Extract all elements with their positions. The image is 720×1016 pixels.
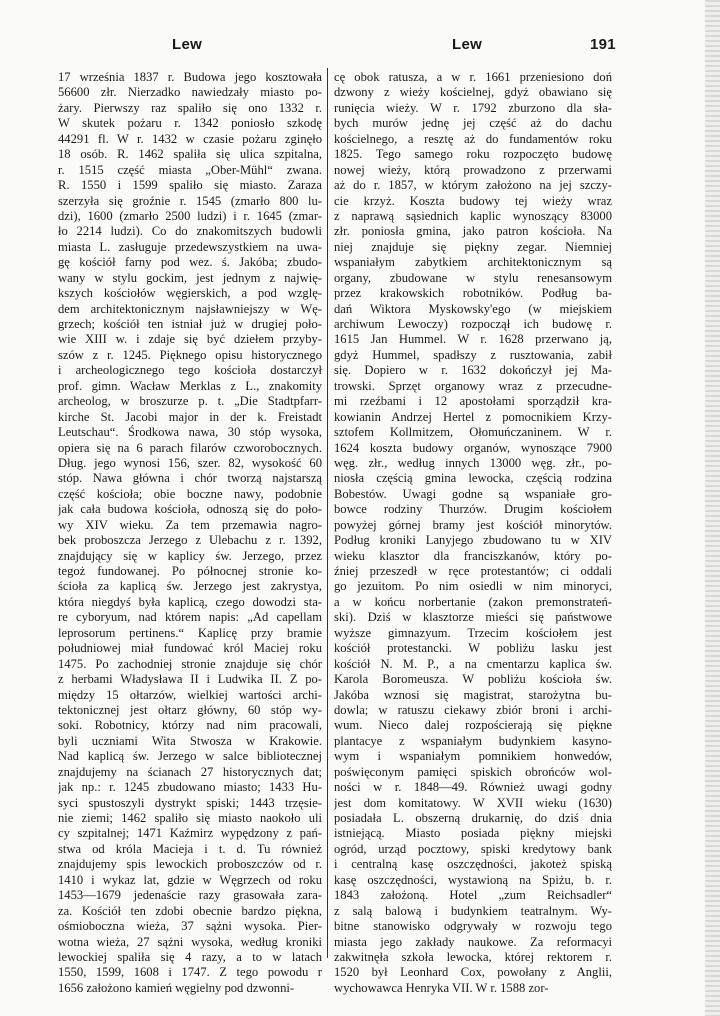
text-line: źniej przeszedł w ręce protestantów; ci oddali — [334, 564, 612, 578]
text-line: stóp. Nawa główna i chór tworzą najstarszą — [58, 471, 322, 486]
text-line: wieku klasztor dla franciszkanów, który po- — [334, 548, 612, 563]
text-line: dzwony z wieży kościelnej, gdyż obawiano się — [334, 85, 612, 100]
text-line: część kościoła; obie boczne nawy, podobnie — [58, 486, 322, 501]
text-line: ski). Dziś w klasztorze mieści się państwowe — [334, 610, 612, 625]
text-line: 1550, 1599, 1608 i 1747. Z tego powodu r — [58, 965, 322, 980]
text-line: W skutek pożaru r. 1342 poniosło szkodę — [58, 116, 322, 131]
text-line: ło 2214 ludzi). Co do znakomitszych budowli — [58, 224, 322, 239]
text-line: Podług kroniki Lanyjego zbudowano tu w XIV — [334, 533, 612, 548]
text-line: posiadała L. obszerną drukarnię, do dziś dnia — [334, 811, 612, 825]
text-line: R. 1550 i 1599 spaliło się miasto. Zaraza — [58, 178, 322, 193]
text-line: wany w stylu gockim, jest jednym z najwię- — [58, 270, 322, 285]
text-line: szów z r. 1245. Pięknego opisu historycznego — [58, 347, 322, 362]
text-line: ośmioboczna wieża, 37 sążni wysoka. Pier- — [58, 919, 322, 934]
text-line: dań Wiktora Myskowsky'ego (w miejskiem — [334, 301, 612, 316]
text-line: miasta L. zasługuje przedewszystkiem na uwa- — [58, 239, 322, 254]
text-line: r. 1515 część miasta „Ober-Mühl“ zwana. — [58, 162, 322, 177]
text-line: runięcia wieży. W r. 1792 zburzono dla sła- — [334, 100, 612, 115]
text-line: kasę oszczędności, wystawioną na Spiżu, b. r. — [334, 872, 612, 887]
text-line: jest dom komitatowy. W XVII wieku (1630) — [334, 795, 612, 810]
text-column-left — [58, 70, 322, 996]
text-line: mi rzeźbami i 12 apostołami sporządził kra- — [334, 394, 612, 409]
text-line: znajdujemy na ścianach 27 historycznych dat; — [58, 764, 322, 779]
text-line: niej znajduje się piękny zegar. Niemniej — [334, 239, 612, 254]
text-line: 1656 założono kamień węgielny pod dzwonni- — [58, 980, 295, 995]
text-line: cę obok ratusza, a w r. 1661 przeniesiono doń — [334, 70, 612, 84]
text-line: aż do r. 1857, w którym założono na jej szczy- — [334, 178, 612, 193]
text-line: Leutschau“. Środkowa nawa, 30 stóp wysoka, — [58, 425, 322, 440]
text-line: nie ziemi; 1462 spaliło się miasto naokoło uli — [58, 811, 322, 825]
text-line: miasta jego zakłady naukowe. Za reformacyi — [334, 934, 612, 949]
text-line: między 15 ołtarzów, wielkiej wartości archi- — [58, 687, 322, 702]
text-line: szerzyła się groźnie r. 1545 (zmarło 800 lu- — [58, 193, 322, 208]
text-line: 1825. Tego samego roku rozpoczęto budowę — [334, 147, 612, 162]
page-edge — [705, 0, 720, 1016]
text-line: poświęconym pamięci spiskich obrońców wol- — [334, 764, 612, 779]
text-line: byli uczniami Wita Stwosza w Krakowie. — [58, 733, 322, 748]
text-line: 17 września 1837 r. Budowa jego kosztowała — [58, 70, 322, 84]
text-line: 1624 koszta budowy organów, wynoszące 7900 — [334, 440, 612, 455]
text-line: kirche St. Jacobi major in der k. Freistadt — [58, 409, 322, 424]
text-line: Nad kaplicą św. Jerzego w salce bibliotecznej — [58, 749, 322, 764]
text-line: dowla; w ratuszu ciekawy zbiór broni i archi- — [334, 702, 612, 717]
text-line: która niegdyś była kaplicą, czego dowodzi sta- — [58, 594, 322, 609]
text-line: dem architektonicznym najsławniejszy w Wę- — [58, 301, 322, 316]
text-line: stwa od króla Macieja i t. d. Tu również — [58, 841, 322, 856]
text-line: plantacye z wspaniałym budynkiem kasyno- — [334, 733, 612, 748]
text-line: dzi), 1600 (zmarło 2500 ludzi) i r. 1645 (zmar- — [58, 208, 322, 223]
text-line: gdyż Hummel, spadłszy z rusztowania, zabił — [334, 347, 612, 362]
text-line: re cyboryum, nad którem napis: „Ad capellam — [58, 610, 322, 625]
text-line: wyższe gimnazyum. Trzecim kościołem jest — [334, 625, 612, 640]
text-line: z herbami Władysława II i Ludwika II. Z po- — [58, 672, 322, 687]
text-line: bowce rodziny Thurzów. Drugim kościołem — [334, 502, 612, 517]
text-line: bek proboszcza Jerzego z Ulebachu z r. 1392, — [58, 533, 322, 548]
text-line: prof. gimn. Wacław Merklas z L., znakomity — [58, 378, 322, 393]
text-line: istniejącą. Miasto posiada piękny miejski — [334, 826, 612, 841]
text-line: Karola Boromeusza. W pobliżu kościoła św. — [334, 672, 612, 687]
text-line: niosła częścią gmina lewocka, częścią rodzina — [334, 471, 612, 486]
text-line: 1520 był Leonhard Cox, powołany z Anglii, — [334, 965, 612, 980]
text-line: ności w r. 1848—49. Również uwagi godny — [334, 780, 612, 795]
text-line: znajdujemy spis lewockich proboszczów od r. — [58, 857, 322, 872]
text-line: 18 osób. R. 1462 spaliła się ulica szpitalna, — [58, 147, 322, 162]
text-line: wym i wspaniałym pomnikiem honwedów, — [334, 749, 612, 764]
text-line: Jakóba wznosi się magistrat, starożytna bu- — [334, 687, 612, 702]
text-line: przez krakowskich robotników. Podług ba- — [334, 286, 612, 301]
text-line: ogród, urząd pocztowy, spiski kredytowy bank — [334, 841, 612, 856]
running-head-left: Lew — [172, 36, 203, 53]
text-line: 1453—1679 jedenaście razy grasowała zara- — [58, 888, 322, 903]
text-line: 1410 i wykaz lat, gdzie w Węgrzech od roku — [58, 872, 322, 887]
text-line: a w końcu norbertanie (zakon premonstrateń- — [334, 594, 612, 609]
text-line: jak np.: r. 1245 zbudowano miasto; 1433 Hu- — [58, 780, 322, 795]
text-line: bitne stanowisko odgrywały w rozwoju tego — [334, 919, 612, 934]
text-line: 1615 Jan Hummel. W r. 1628 przerwano ją, — [334, 332, 612, 347]
text-line: powyżej górnej bramy jest kościół minorytów. — [334, 517, 612, 532]
text-line: leprosorum pertinens.“ Kaplicę przy bramie — [58, 625, 322, 640]
text-line: zakwitnęła szkoła lewocka, której rektorem r. — [334, 949, 612, 964]
text-line: 1843 założoną. Hotel „zum Reichsadler“ — [334, 888, 612, 903]
text-line: wy XIV wieku. Za tem przemawia nagro- — [58, 517, 322, 532]
running-head-right: Lew — [452, 36, 483, 53]
text-line: nowej wieży, którą prowadzono z przerwami — [334, 162, 612, 177]
text-line: Dług. jego wynosi 156, szer. 82, wysokość 60 — [58, 455, 322, 470]
text-line: Bobestów. Uwagi godne są wspaniałe gro- — [334, 486, 612, 501]
text-line: 44291 fl. W r. 1432 w czasie pożaru zginęło — [58, 131, 322, 146]
text-line: złr. poniosła gmina, jako patron kościoła. Na — [334, 224, 612, 239]
text-line: wie XIII w. i zdaje się być dziełem przyby- — [58, 332, 322, 347]
text-line: lewockiej spaliła się 4 razy, a to w latach — [58, 949, 322, 964]
text-line: 56600 złr. Nierzadko nawiedzały miasto po- — [58, 85, 322, 100]
text-line: znajdujący się w kaplicy św. Jerzego, przez — [58, 548, 322, 563]
text-line: trowski. Sprzęt organowy wraz z przecudne- — [334, 378, 612, 393]
text-line: opiera się na 6 parach filarów czworobocznych. — [58, 440, 322, 455]
text-line: wychowawca Henryka VII. W r. 1588 zor- — [334, 980, 549, 995]
text-line: z naprawą sąsiednich kaplic wynoszący 83000 — [334, 208, 612, 223]
text-line: i centralną kasę oszczędności, jakoteż spiską — [334, 857, 612, 872]
text-line: cie krzyż. Koszta budowy tej wieży wraz — [334, 193, 612, 208]
text-line: grzech; kościół ten istniał już w drugiej poło- — [58, 317, 322, 331]
text-line: wotna wieża, 27 sążni wysoka, według kroniki — [58, 934, 322, 949]
text-line: kościół protestancki. W pobliżu lasku jest — [334, 641, 612, 656]
column-divider — [327, 68, 328, 958]
text-line: soki. Robotnicy, którzy nad nim pracowali, — [58, 718, 322, 733]
text-line: się. Dopiero w r. 1632 dokończył jej Ma- — [334, 363, 612, 378]
text-line: kościół N. M. P., a na cmentarzu kaplica św. — [334, 656, 612, 671]
text-line: 1475. Po zachodniej stronie znajduje się chór — [58, 656, 322, 671]
text-line: bych murów jednę jej część aż do dachu — [334, 116, 612, 131]
text-line: syci spustoszyli dystrykt spiski; 1443 trzęsie- — [58, 795, 322, 810]
text-line: za. Kościół ten zdobi obecnie bardzo piękna, — [58, 903, 322, 918]
text-line: gę kościół farny pod wez. ś. Jakóba; zbudo- — [58, 255, 322, 270]
text-line: cy szpitalnej; 1471 Kaźmirz wypędzony z pań- — [58, 826, 322, 841]
text-line: i archeologicznego tego kościoła dostarczył — [58, 363, 322, 378]
text-line: węg. złr., według innych 13000 węg. złr., po- — [334, 455, 612, 470]
text-line: archeolog, w broszurze p. t. „Die Stadtpfarr- — [58, 394, 322, 409]
text-line: kszych kościołów węgierskich, a pod wzglę- — [58, 286, 322, 301]
text-line: kościelnego, a resztę aż do fundamentów roku — [334, 131, 612, 146]
text-line: jak cała budowa kościoła, odnoszą się do poło- — [58, 502, 322, 517]
text-line: południowej miał fundować król Maciej roku — [58, 641, 322, 656]
text-line: go jezuitom. Po nim osiedli w nim minoryci, — [334, 579, 612, 594]
page-number: 191 — [590, 36, 616, 53]
text-line: z salą balową i budynkiem teatralnym. Wy- — [334, 903, 612, 918]
text-line: ścioła za kaplicą św. Jerzego jest zakrystya, — [58, 579, 322, 594]
text-column-right — [334, 70, 612, 996]
text-line: wum. Nieco dalej rozpościerają się piękne — [334, 718, 612, 733]
text-line: archiwum Lewoczy) rozpoczął ich budowę r. — [334, 317, 612, 331]
text-line: tegoż fundowanej. Po północnej stronie ko- — [58, 564, 322, 578]
text-line: żary. Pierwszy raz spaliło się ono 1332 r. — [58, 100, 322, 115]
text-line: wspaniałym zabytkiem architektonicznym są — [334, 255, 612, 270]
text-line: sztofem Kollmitzem, Ołomuńczaninem. W r. — [334, 425, 612, 440]
text-line: tektonicznej jest ołtarz główny, 60 stóp wy- — [58, 702, 322, 717]
text-line: organy, zbudowane w stylu renesansowym — [334, 270, 612, 285]
text-line: kowianin Andrzej Hertel z pomocnikiem Krzy- — [334, 409, 612, 424]
